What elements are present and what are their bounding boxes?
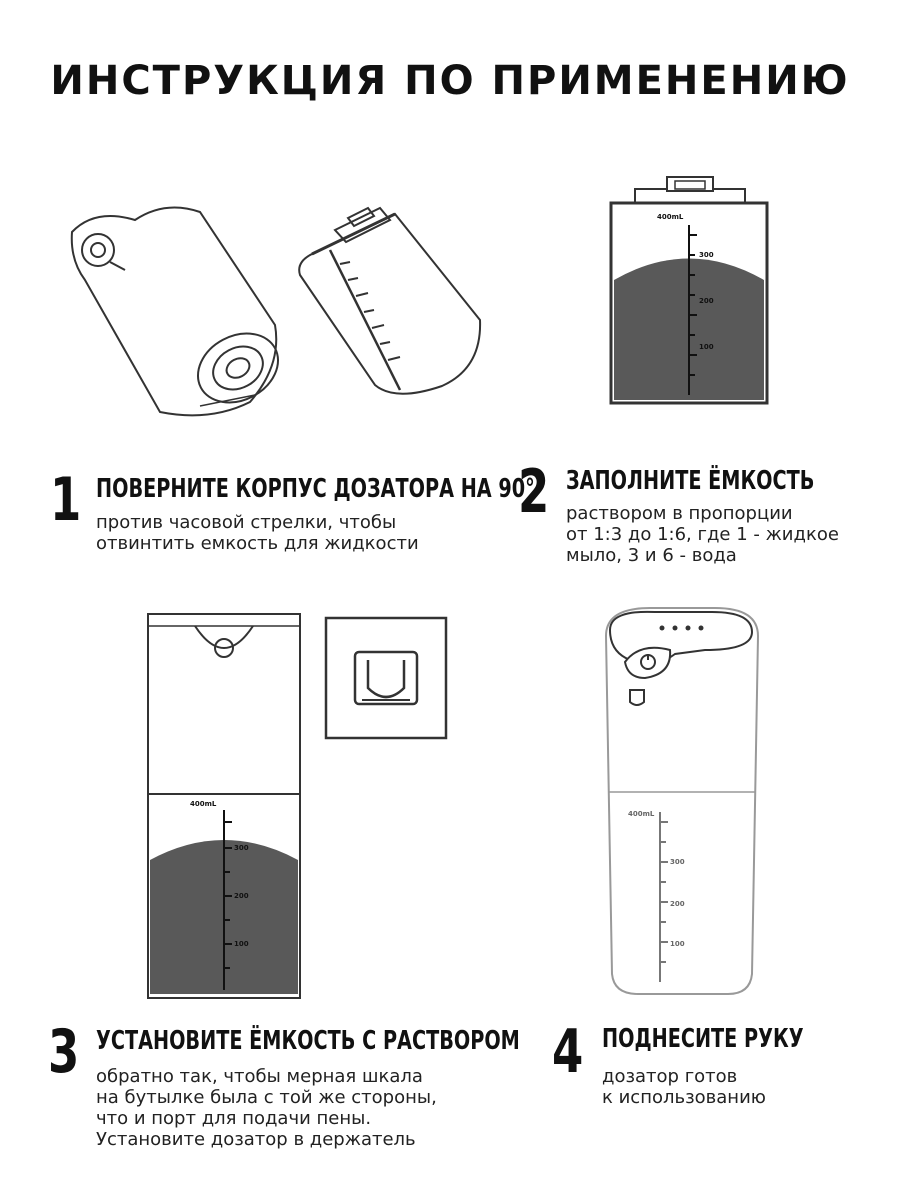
scale-label: 200 <box>670 900 685 908</box>
install-bottle-illustration <box>140 610 460 1005</box>
step-4-description <box>602 1066 766 1108</box>
step-4-line: дозатор готов <box>602 1066 738 1087</box>
step-3-heading: УСТАНОВИТЕ ЁМКОСТЬ С РАСТВОРОМ <box>96 1026 520 1056</box>
step-3-line: что и порт для подачи пены. <box>96 1108 372 1129</box>
step-1-line: отвинтить емкость для жидкости <box>96 533 419 554</box>
ready-dispenser-illustration <box>600 602 765 1002</box>
step-3-line: на бутылке была с той же стороны, <box>96 1087 437 1108</box>
step-1-description <box>96 512 419 554</box>
step-4-line: к использованию <box>602 1087 766 1108</box>
scale-label: 300 <box>699 251 714 259</box>
step-3-line: обратно так, чтобы мерная шкала <box>96 1066 423 1087</box>
page-title: ИНСТРУКЦИЯ ПО ПРИМЕНЕНИЮ <box>50 58 850 104</box>
scale-label: 200 <box>699 297 714 305</box>
wall-holder-icon <box>326 618 446 738</box>
scale-label: 400mL <box>657 213 684 221</box>
step-4-heading: ПОДНЕСИТЕ РУКУ <box>602 1024 804 1054</box>
step-2-description <box>566 503 839 566</box>
scale-label: 100 <box>670 940 685 948</box>
step-1-number: 1 <box>50 465 82 535</box>
fill-bottle-illustration <box>605 175 775 410</box>
step-2-heading: ЗАПОЛНИТЕ ЁМКОСТЬ <box>566 466 815 496</box>
step-2-line: раствором в пропорции <box>566 503 793 524</box>
scale-label: 300 <box>234 844 249 852</box>
step-3-number: 3 <box>48 1017 80 1087</box>
step-2-line: от 1:3 до 1:6, где 1 - жидкое <box>566 524 839 545</box>
scale-label: 100 <box>699 343 714 351</box>
rotate-dispenser-illustration <box>50 190 500 440</box>
step-4-number: 4 <box>552 1017 584 1087</box>
step-3-description <box>96 1066 437 1150</box>
scale-label: 100 <box>234 940 249 948</box>
step-1-line: против часовой стрелки, чтобы <box>96 512 397 533</box>
scale-label: 400mL <box>190 800 217 808</box>
step-3-line: Установите дозатор в держатель <box>96 1129 416 1150</box>
scale-label: 200 <box>234 892 249 900</box>
step-2-number: 2 <box>518 457 550 527</box>
scale-label: 400mL <box>628 810 655 818</box>
step-2-line: мыло, 3 и 6 - вода <box>566 545 737 566</box>
step-1-heading: ПОВЕРНИТЕ КОРПУС ДОЗАТОРА НА 90° <box>96 474 535 504</box>
scale-label: 300 <box>670 858 685 866</box>
